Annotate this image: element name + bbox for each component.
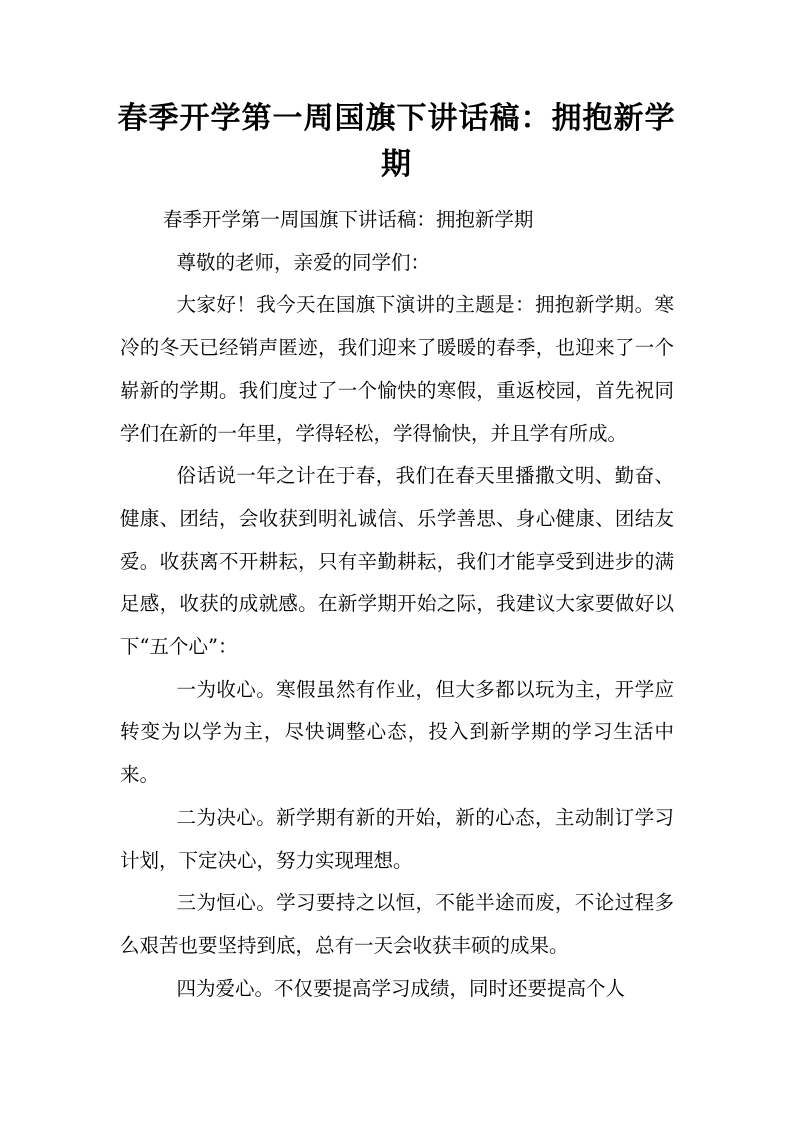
document-title: 春季开学第一周国旗下讲话稿：拥抱新学期	[117, 101, 676, 182]
salutation-paragraph: 尊敬的老师，亲爱的同学们：	[176, 250, 431, 274]
document-body	[120, 199, 674, 1010]
body-paragraph: 三为恒心。学习要持之以恒，不能半途而废，不论过程多么艰苦也要坚持到底，总有一天会收获丰硕的成果。	[120, 891, 674, 957]
body-paragraph: 一为收心。寒假虽然有作业，但大多都以玩为主，开学应转变为以学为主，尽快调整心态，投入到新学期的学习生活中来。	[120, 677, 674, 787]
body-paragraph: 四为爱心。不仅要提高学习成绩，同时还要提高个人	[176, 976, 626, 1000]
body-paragraph: 俗话说一年之计在于春，我们在春天里播撒文明、勤奋、健康、团结，会收获到明礼诚信、乐学善思、身心健康、团结友爱。收获离不开耕耘，只有辛勤耕耘，我们才能享受到进步的满足感，收获的成就感。在新学期开始之际，我建议大家要做好以下“五个心”：	[120, 464, 674, 659]
subtitle-paragraph: 春季开学第一周国旗下讲话稿：拥抱新学期	[162, 208, 534, 231]
body-paragraph: 大家好！我今天在国旗下演讲的主题是：拥抱新学期。寒冷的冬天已经销声匿迹，我们迎来了暖暖的春季，也迎来了一个崭新的学期。我们度过了一个愉快的寒假，重返校园，首先祝同学们在新的一年里，学得轻松，学得愉快，并且学有所成。	[120, 293, 674, 445]
body-paragraph: 二为决心。新学期有新的开始，新的心态，主动制订学习计划，下定决心，努力实现理想。	[120, 805, 674, 872]
